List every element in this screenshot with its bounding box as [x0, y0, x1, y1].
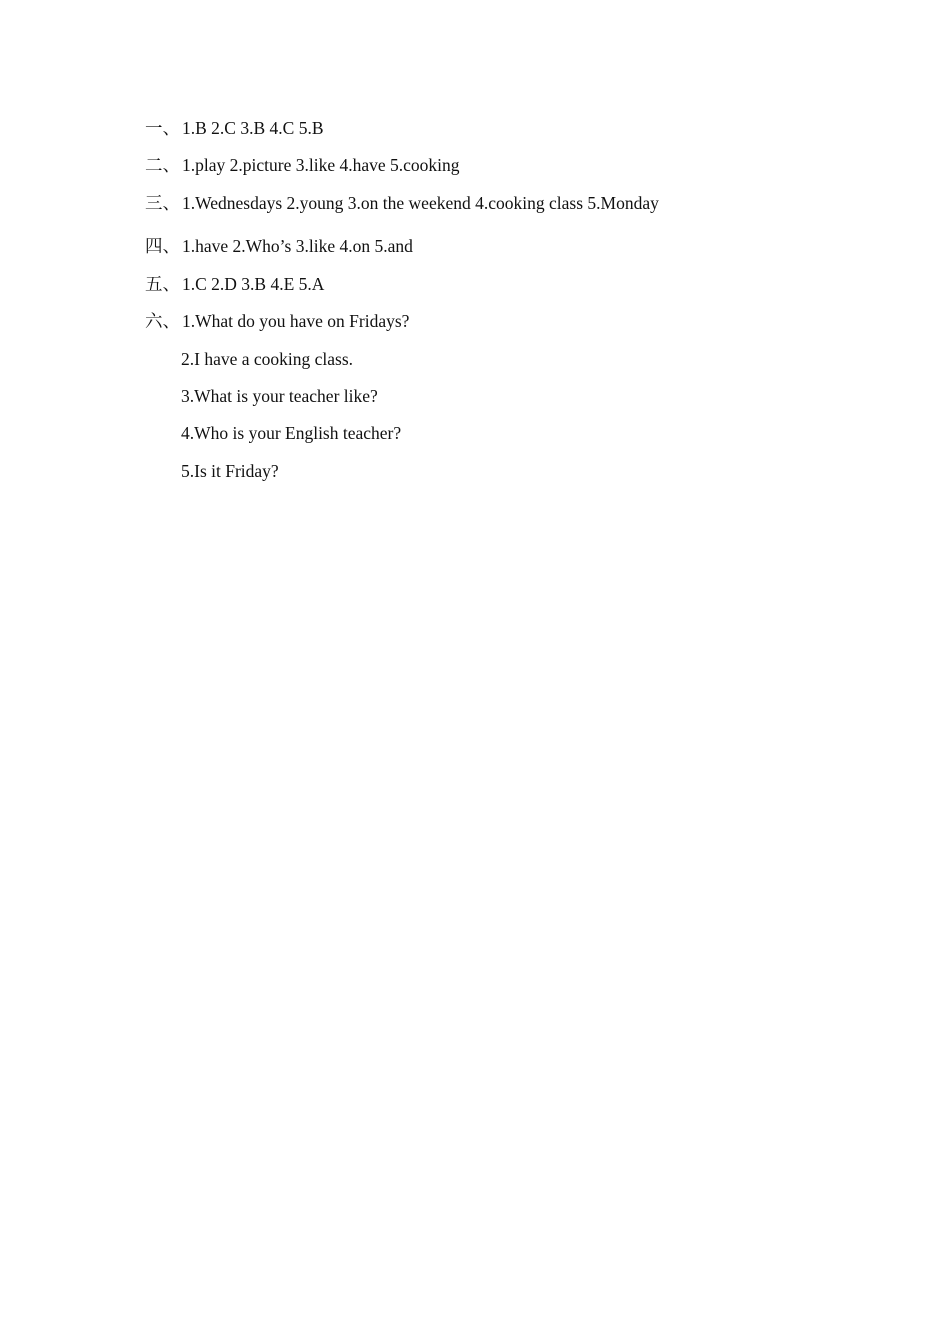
answer-line-6: [145, 309, 905, 346]
section-label: 六、: [145, 311, 180, 332]
answer-continuation-4: 5.Is it Friday?: [181, 460, 279, 481]
section-label: 三、: [145, 192, 180, 213]
answer-text: 1.play 2.picture 3.like 4.have 5.cooking: [182, 155, 460, 176]
answer-line-1: [145, 116, 905, 153]
answer-continuation-2: 3.What is your teacher like?: [181, 385, 378, 406]
answer-line-4: [145, 234, 905, 271]
section-label: 五、: [145, 273, 180, 294]
answer-text: 1.What do you have on Fridays?: [182, 311, 410, 332]
answer-continuation-1: 2.I have a cooking class.: [181, 348, 354, 369]
answer-continuation-3: 4.Who is your English teacher?: [181, 423, 402, 444]
section-label: 四、: [145, 236, 180, 257]
section-label: 一、: [145, 118, 180, 138]
answer-text: 1.C 2.D 3.B 4.E 5.A: [182, 273, 325, 294]
answer-text: 1.B 2.C 3.B 4.C 5.B: [182, 118, 324, 138]
section-label: 二、: [145, 155, 180, 176]
answer-text: 1.Wednesdays 2.young 3.on the weekend 4.cooking class 5.Monday: [182, 192, 659, 213]
answer-key: [145, 116, 905, 496]
answer-text: 1.have 2.Who’s 3.like 4.on 5.and: [182, 236, 413, 257]
answer-line-5: [145, 272, 905, 309]
answer-line-3: [145, 191, 905, 235]
answer-line-2: [145, 153, 905, 190]
